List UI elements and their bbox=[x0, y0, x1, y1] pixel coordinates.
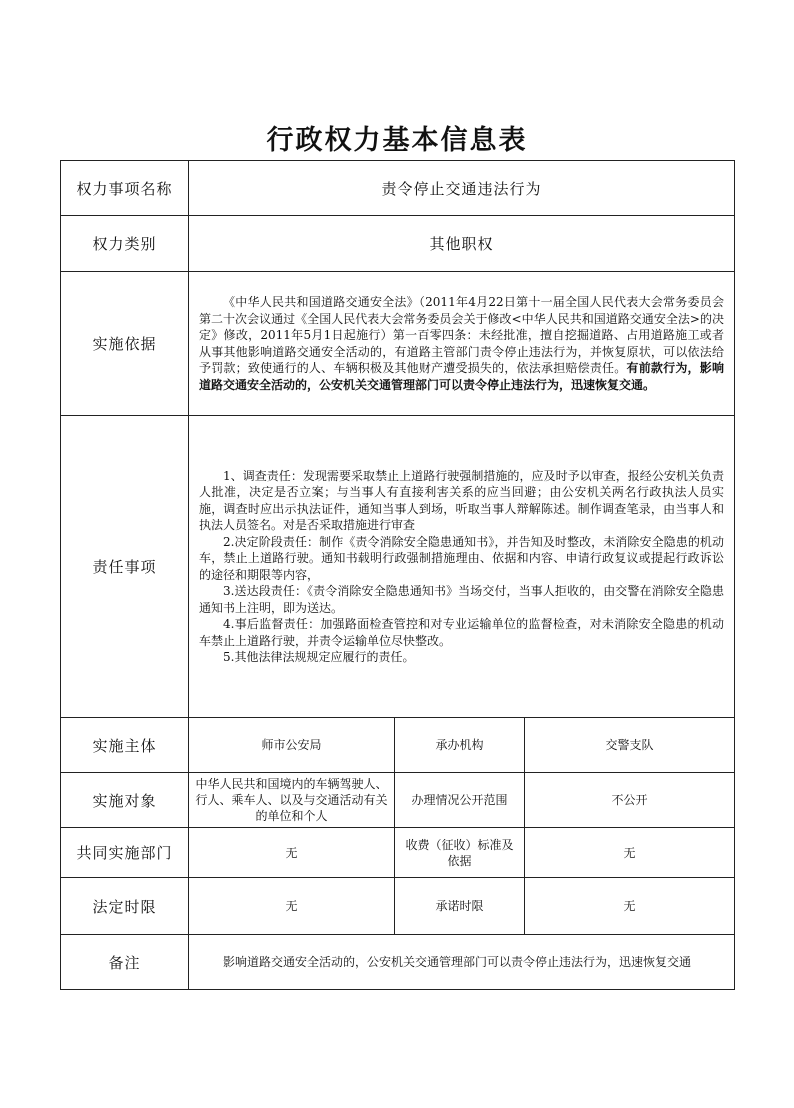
remarks-content bbox=[189, 935, 735, 990]
responsibility-item: 4.事后监督责任：加强路面检查管控和对专业运输单位的监督检查，对未消除安全隐患的机动车禁止上道路行驶，并责令运输单位尽快整改。 bbox=[199, 617, 724, 648]
legal-deadline-label: 法定时限 bbox=[61, 878, 189, 935]
legal-deadline-value: 无 bbox=[189, 878, 395, 935]
power-category-label: 权力类别 bbox=[61, 216, 189, 272]
target-value: 中华人民共和国境内的车辆驾驶人、行人、乘车人、以及与交通活动有关的单位和个人 bbox=[189, 773, 395, 828]
basis-label: 实施依据 bbox=[61, 272, 189, 416]
fee-standard-value: 无 bbox=[525, 828, 735, 878]
responsibility-item: 1、调查责任：发现需要采取禁止上道路行驶强制措施的，应及时予以审查，报经公安机关负责人批准，决定是否立案；与当事人有直接利害关系的应当回避；由公安机关两名行政执法人员实施，调查时应出示执法证件，通知当事人到场，听取当事人辩解陈述。制作调查笔录，由当事人和执法人员签名。对是否采取措施进行审查 bbox=[199, 468, 724, 532]
info-table bbox=[60, 160, 735, 990]
row-deadline bbox=[61, 878, 735, 935]
page-title: 行政权力基本信息表 bbox=[266, 125, 528, 156]
responsibility-label: 责任事项 bbox=[61, 416, 189, 718]
remarks-text: 影响道路交通安全活动的，公安机关交通管理部门可以责令停止违法行为，迅速恢复交通 bbox=[223, 954, 692, 969]
responsibility-item: 3.送达段责任：《责令消除安全隐患通知书》当场交付，当事人拒收的，由交警在消除安全隐患通知书上注明，即为送达。 bbox=[199, 584, 724, 615]
fee-standard-label: 收费（征收）标准及依据 bbox=[395, 828, 525, 878]
disclosure-scope-value: 不公开 bbox=[525, 773, 735, 828]
row-subject bbox=[61, 718, 735, 773]
responsibility-item: 2.决定阶段责任：制作《责令消除安全隐患通知书》，并告知及时整改，未消除安全隐患的机动车，禁止上道路行驶。通知书载明行政强制措施理由、依据和内容、申请行政复议或提起行政诉讼的途径和期限等内容， bbox=[199, 534, 724, 582]
promised-deadline-value: 无 bbox=[525, 878, 735, 935]
disclosure-scope-label: 办理情况公开范围 bbox=[395, 773, 525, 828]
handling-agency-value: 交警支队 bbox=[525, 718, 735, 773]
handling-agency-label: 承办机构 bbox=[395, 718, 525, 773]
basis-content bbox=[189, 272, 735, 416]
row-remarks bbox=[61, 935, 735, 990]
responsibility-content bbox=[189, 416, 735, 718]
joint-dept-label: 共同实施部门 bbox=[61, 828, 189, 878]
row-power-name bbox=[61, 161, 735, 216]
responsibility-item: 5.其他法律法规规定应履行的责任。 bbox=[223, 650, 415, 664]
row-joint bbox=[61, 828, 735, 878]
power-name-label: 权力事项名称 bbox=[61, 161, 189, 216]
basis-bold-text: 有前款行为，影响道路交通安全活动的，公安机关交通管理部门可以责令停止违法行为，迅速恢复交通。 bbox=[199, 361, 724, 392]
joint-dept-value: 无 bbox=[189, 828, 395, 878]
row-basis bbox=[61, 272, 735, 416]
row-responsibility bbox=[61, 416, 735, 718]
promised-deadline-label: 承诺时限 bbox=[395, 878, 525, 935]
power-category-value: 其他职权 bbox=[189, 216, 735, 272]
subject-label: 实施主体 bbox=[61, 718, 189, 773]
subject-value: 师市公安局 bbox=[189, 718, 395, 773]
remarks-label: 备注 bbox=[61, 935, 189, 990]
target-label: 实施对象 bbox=[61, 773, 189, 828]
row-target bbox=[61, 773, 735, 828]
row-power-category bbox=[61, 216, 735, 272]
power-name-value: 责令停止交通违法行为 bbox=[189, 161, 735, 216]
basis-text: 《中华人民共和国道路交通安全法》（2011年4月22日第十一届全国人民代表大会常务委员会第二十次会议通过《全国人民代表大会常务委员会关于修改<中华人民共和国道路交通安全法>的决定》修改，2011年5月1日起施行）第一百零四条：未经批准，擅自挖掘道路、占用道路施工或者从事其他影响道路交通安全活动的，有道路主管部门责令停止违法行为，并恢复原状，可以依法给予罚款；致使通行的人、车辆积极及其他财产遭受损失的，依法承担赔偿责任。 bbox=[199, 295, 724, 375]
